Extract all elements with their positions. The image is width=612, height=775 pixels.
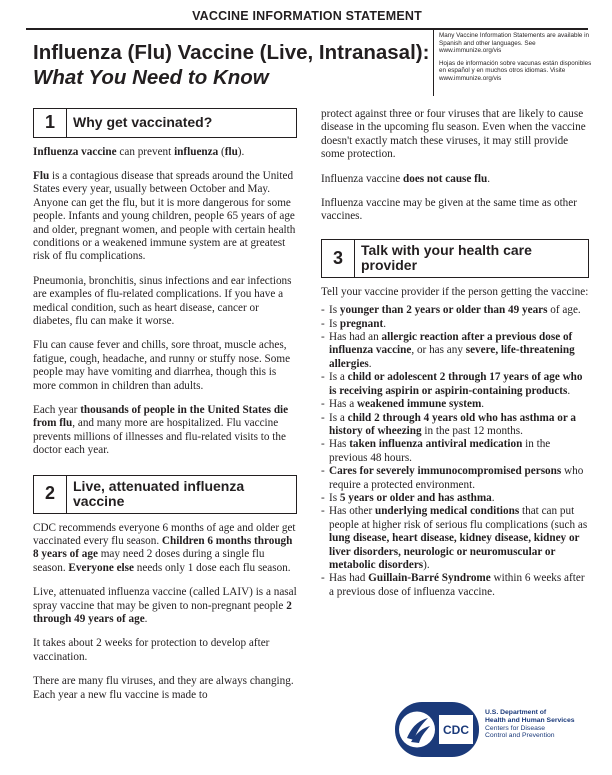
s2-paragraph-4-continued: protect against three or four viruses that are likely to cause disease in the upcoming flu season. Even when the vaccine doesn't exactly match these viruses, it may still provide some protection. xyxy=(321,108,586,161)
hhs-label-line-1: U.S. Department of xyxy=(485,709,547,716)
list-item: - Cares for severely immunocompromised persons who require a protected environment. xyxy=(321,465,589,492)
hhs-cdc-label xyxy=(485,709,575,740)
section-2-heading xyxy=(33,475,297,514)
s2-paragraph-5: Influenza vaccine does not cause flu. xyxy=(321,172,491,185)
document-type-header: VACCINE INFORMATION STATEMENT xyxy=(192,9,422,23)
list-item: - Has other underlying medical conditions that can put people at higher risk of serious flu complications (such as lung disease, heart disease, kidney disease, kidney or liver disorders, neurologic or neuromuscular or metabolic disorders). xyxy=(321,505,589,572)
section-1-number: 1 xyxy=(34,109,67,137)
list-item: - Is a child 2 through 4 years old who has asthma or a history of wheezing in the past 12 months. xyxy=(321,412,589,439)
s1-paragraph-5: Each year thousands of people in the United States die from flu, and many more are hospitalized. Flu vaccine prevents millions of illnesses and flu-related visits to the doctor each year. xyxy=(33,404,289,457)
page-subtitle: What You Need to Know xyxy=(33,66,269,89)
list-item: - Is younger than 2 years or older than 49 years of age. xyxy=(321,304,589,317)
s1-paragraph-1: Influenza vaccine can prevent influenza (flu). xyxy=(33,145,245,158)
cdc-label-line-1: Centers for Disease xyxy=(485,724,546,732)
s2-paragraph-1: CDC recommends everyone 6 months of age and older get vaccinated every flu season. Children 6 months through 8 years of age may need 2 doses during a single flu season. Everyone else needs only 1 dose each flu season. xyxy=(33,521,296,574)
list-item: - Has a weakened immune system. xyxy=(321,398,589,411)
svg-text:CDC: CDC xyxy=(443,723,469,737)
hhs-cdc-logo-icon xyxy=(395,702,479,757)
section-3-heading xyxy=(321,239,589,278)
language-note-english: Many Vaccine Information Statements are available in Spanish and other languages. See www.immunize.org/vis xyxy=(439,32,590,55)
s2-paragraph-6: Influenza vaccine may be given at the same time as other vaccines. xyxy=(321,197,577,223)
right-column xyxy=(321,108,589,599)
hhs-label-line-2: Health and Human Services xyxy=(485,716,575,724)
page-title: Influenza (Flu) Vaccine (Live, Intranasal): xyxy=(33,41,430,64)
s1-paragraph-3: Pneumonia, bronchitis, sinus infections and ear infections are examples of flu-related complications. If you have a medical condition, such as heart disease, cancer or diabetes, flu can make it worse. xyxy=(33,274,292,327)
section-2-number: 2 xyxy=(34,476,67,513)
language-note-spanish: Hojas de información sobre vacunas están disponibles en español y en muchos otros idiomas. Visite www.immunize.org/vis xyxy=(439,59,592,82)
section-3-number: 3 xyxy=(322,240,355,277)
language-availability-note xyxy=(433,30,595,96)
section-3-title: Talk with your health care provider xyxy=(361,241,532,274)
s2-paragraph-3: It takes about 2 weeks for protection to develop after vaccination. xyxy=(33,637,270,663)
s2-paragraph-2: Live, attenuated influenza vaccine (called LAIV) is a nasal spray vaccine that may be given to non-pregnant people 2 through 49 years of age. xyxy=(33,586,297,626)
list-item: - Is a child or adolescent 2 through 17 years of age who is receiving aspirin or aspirin-containing products. xyxy=(321,371,589,398)
section-2-title: Live, attenuated influenza vaccine xyxy=(73,477,245,510)
s1-paragraph-2: Flu is a contagious disease that spreads around the United States every year, usually between October and May. Anyone can get the flu, but it is more dangerous for some people. Infants and young children, people 65 years of age and older, pregnant women, and people with certain health conditions or a weakened immune system are at greatest risk of flu complications. xyxy=(33,169,296,263)
left-column xyxy=(33,108,297,713)
s1-paragraph-4: Flu can cause fever and chills, sore throat, muscle aches, fatigue, cough, headache, and runny or stuffy nose. Some people may have vomiting and diarrhea, though this is more common in children than adults. xyxy=(33,339,291,392)
list-item: - Is 5 years or older and has asthma. xyxy=(321,492,589,505)
section-1-title: Why get vaccinated? xyxy=(73,114,213,130)
section-1-heading xyxy=(33,108,297,138)
s2-paragraph-4: There are many flu viruses, and they are always changing. Each year a new flu vaccine is made to xyxy=(33,675,294,701)
s3-condition-list xyxy=(321,304,589,599)
s3-intro: Tell your vaccine provider if the person getting the vaccine: xyxy=(321,285,589,298)
list-item: - Is pregnant. xyxy=(321,318,589,331)
cdc-label-line-2: Control and Prevention xyxy=(485,732,555,740)
list-item: - Has taken influenza antiviral medication in the previous 48 hours. xyxy=(321,438,589,465)
list-item: - Has had Guillain-Barré Syndrome within 6 weeks after a previous dose of influenza vaccine. xyxy=(321,572,589,599)
list-item: - Has had an allergic reaction after a previous dose of influenza vaccine, or has any severe, life-threatening allergies. xyxy=(321,331,589,371)
